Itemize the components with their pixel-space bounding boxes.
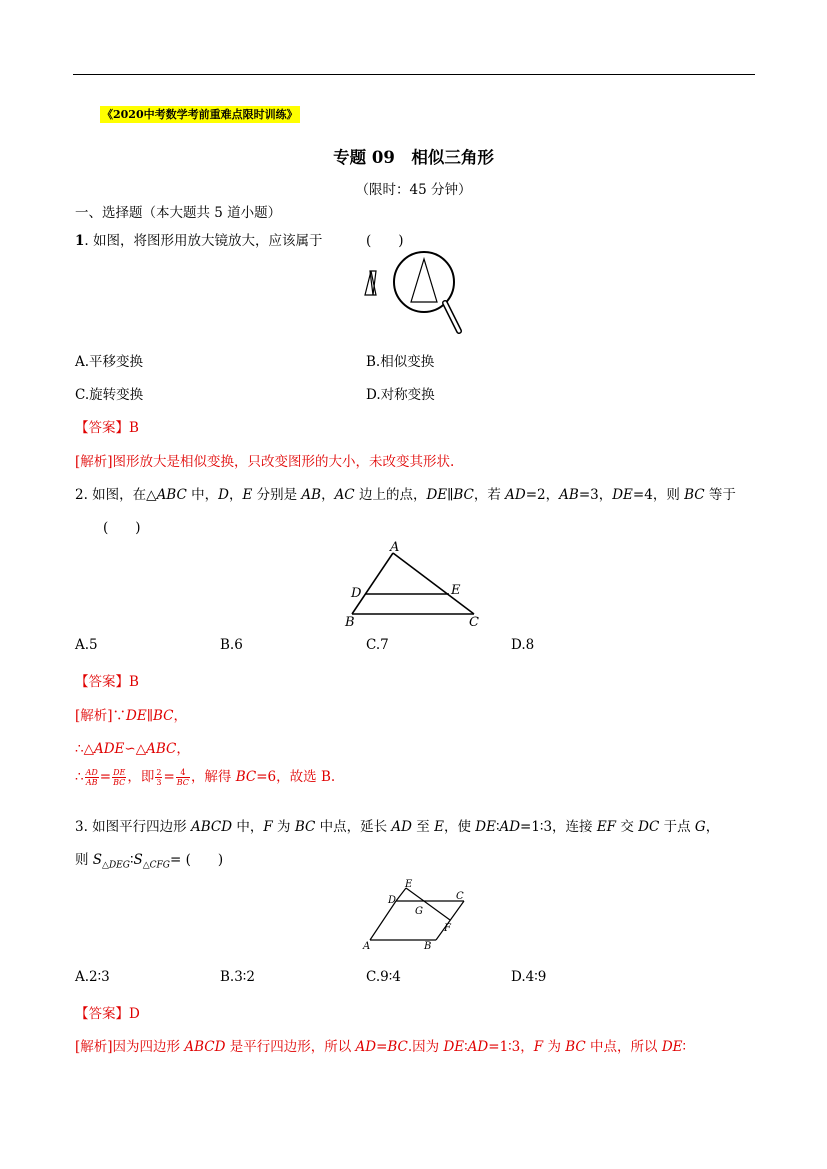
- q1-option-d: D.对称变换: [366, 387, 435, 403]
- q2-analysis-line1: [解析]∵DE∥BC，: [75, 708, 187, 724]
- label-a: A: [363, 941, 371, 952]
- q3-stem: 3. 如图平行四边形 ABCD 中，F 为 BC 中点，延长 AD 至 E，使 DE∶AD=1∶3，连接 EF 交 DC 于点 G，: [75, 819, 720, 835]
- fraction-ad-ab: $\frac{AD}{AB}$: [85, 768, 98, 787]
- q3-option-a: A.2∶3: [75, 969, 110, 985]
- q2-option-c: C.7: [366, 637, 389, 653]
- q3-option-d: D.4∶9: [511, 969, 547, 985]
- label-a: A: [390, 540, 400, 555]
- label-c: C: [469, 615, 479, 630]
- time-limit: （限时：45 分钟）: [355, 182, 472, 198]
- q2-option-b: B.6: [220, 637, 243, 653]
- q3-option-b: B.3∶2: [220, 969, 255, 985]
- series-tag: 《2020中考数学考前重难点限时训练》: [102, 108, 298, 121]
- q1-option-c: C.旋转变换: [75, 387, 144, 403]
- q1-answer: 【答案】B: [75, 420, 139, 436]
- label-d: D: [351, 586, 362, 601]
- q1-paren: ( ): [366, 233, 404, 249]
- q2-analysis-line3: ∴ $\frac{AD}{AB}$ = $\frac{DE}{BC}$ ，即 $\frac{2}{3}$ = $\frac{4}{BC}$ ，解得 BC=6，故选 B.: [75, 768, 336, 787]
- label-e: E: [405, 879, 413, 890]
- q3-answer: 【答案】D: [75, 1006, 140, 1022]
- q3-analysis: [解析]因为四边形 ABCD 是平行四边形，所以 AD=BC.因为 DE∶AD=1∶3，F 为 BC 中点，所以 DE∶: [75, 1039, 687, 1055]
- q1-analysis: [解析]图形放大是相似变换，只改变图形的大小，未改变其形状.: [75, 454, 455, 470]
- section-heading: 一、选择题（本大题共 5 道小题）: [75, 205, 282, 221]
- label-f: F: [444, 923, 451, 934]
- fraction-2-3: $\frac{2}{3}$: [156, 768, 162, 787]
- label-b: B: [345, 615, 355, 630]
- q2-analysis-line2: ∴△ADE∽△ABC，: [75, 741, 190, 757]
- q1-magnifier-figure: [360, 252, 470, 342]
- q1-option-a: A.平移变换: [75, 354, 144, 370]
- q1-stem: 1. 如图，将图形用放大镜放大，应该属于: [75, 233, 323, 249]
- q2-answer: 【答案】B: [75, 674, 139, 690]
- label-c: C: [456, 891, 464, 902]
- large-triangle: [411, 259, 437, 302]
- label-g: G: [415, 906, 423, 917]
- q3-parallelogram-figure: [360, 876, 475, 954]
- header-rule: [73, 74, 755, 75]
- q1-option-b: B.相似变换: [366, 354, 435, 370]
- page-title: 专题 09 相似三角形: [333, 148, 494, 167]
- label-e: E: [451, 583, 461, 598]
- q2-triangle-figure: [340, 538, 490, 630]
- q2-option-d: D.8: [511, 637, 535, 653]
- label-d: D: [388, 895, 397, 906]
- label-b: B: [424, 941, 432, 952]
- fraction-de-bc: $\frac{DE}{BC}$: [113, 768, 126, 787]
- q2-stem: 2. 如图，在△ABC 中，D，E 分别是 AB，AC 边上的点，DE∥BC，若 AD=2，AB=3，DE=4，则 BC 等于: [75, 487, 736, 503]
- q3-stem-line2: 则 $S_{\triangle DEG}∶S_{\triangle CFG}=$ ( ): [75, 852, 224, 871]
- fraction-4-bc: $\frac{4}{BC}$: [176, 768, 189, 787]
- q3-option-c: C.9∶4: [366, 969, 401, 985]
- q2-option-a: A.5: [75, 637, 98, 653]
- q2-paren: ( ): [103, 520, 141, 536]
